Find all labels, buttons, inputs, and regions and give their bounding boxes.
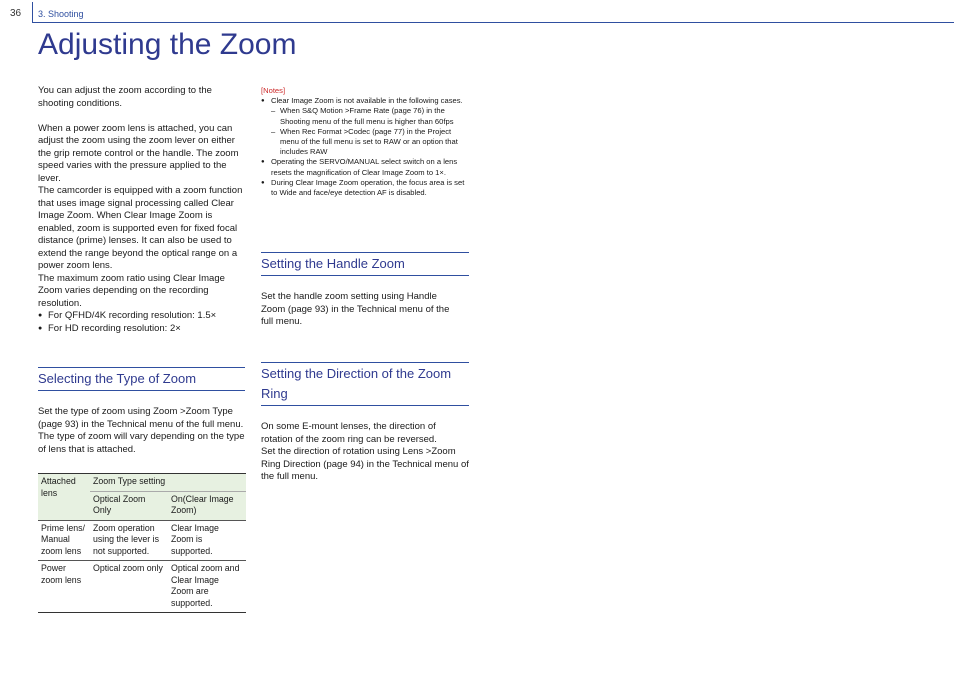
header-divider xyxy=(32,2,33,22)
intro-paragraph-4: The maximum zoom ratio using Clear Image Zoom varies depending on the recording resolution. xyxy=(38,272,225,309)
table-cell-lens: Power zoom lens xyxy=(38,561,90,613)
zoom-type-text xyxy=(38,406,245,456)
table-cell-clear: Optical zoom and Clear Image Zoom are supported. xyxy=(168,561,246,613)
notes-block xyxy=(261,86,471,198)
list-item: ● For HD recording resolution: 2× xyxy=(38,323,245,336)
intro-text xyxy=(38,85,245,335)
note-item: ● Clear Image Zoom is not available in the following cases. xyxy=(261,96,471,106)
table-header-zoom-type: Zoom Type setting xyxy=(90,474,246,492)
table-header-attached-lens: Attached lens xyxy=(38,474,90,521)
table-subheader-clear-image: On(Clear Image Zoom) xyxy=(168,491,246,520)
resolution-list xyxy=(38,310,245,335)
list-item: ● For QFHD/4K recording resolution: 1.5× xyxy=(38,310,245,323)
note-subitem: – When Rec Format >Codec (page 77) in the Project menu of the full menu is set to RAW or an option that includes RAW xyxy=(261,127,471,158)
table-subheader-optical: Optical Zoom Only xyxy=(90,491,168,520)
intro-paragraph-3: The camcorder is equipped with a zoom function that uses image signal processing called Clear Image Zoom. When Clear Image Zoom is enabled, zoom is supported even for fixed focal distance (prime) lenses. It can also be used to extend the range beyond the optical range on a power zoom lens. xyxy=(38,185,243,271)
zoom-ring-paragraph-1: On some E-mount lenses, the direction of rotation of the zoom ring can be reversed. xyxy=(261,421,437,445)
table-row xyxy=(38,561,246,613)
table-cell-optical: Zoom operation using the lever is not supported. xyxy=(90,520,168,561)
section-breadcrumb: 3. Shooting xyxy=(38,9,84,19)
note-item: ● Operating the SERVO/MANUAL select switch on a lens resets the magnification of Clear Image Zoom to 1×. xyxy=(261,157,471,177)
intro-paragraph-2: When a power zoom lens is attached, you can adjust the zoom using the zoom lever on either the grip remote control or the handle. The zoom speed varies with the pressure applied to the lever. xyxy=(38,122,239,184)
header-rule xyxy=(32,22,954,23)
table-cell-clear: Clear Image Zoom is supported. xyxy=(168,520,246,561)
handle-zoom-paragraph: Set the handle zoom setting using Handle Zoom (page 93) in the Technical menu of the full menu. xyxy=(261,291,450,327)
zoom-ring-paragraph-2: Set the direction of rotation using Lens >Zoom Ring Direction (page 94) in the Technical menu of the full menu. xyxy=(261,446,469,482)
table-cell-optical: Optical zoom only xyxy=(90,561,168,613)
section-heading-zoom-ring: Setting the Direction of the Zoom Ring xyxy=(261,362,469,406)
notes-label: [Notes] xyxy=(261,86,286,95)
note-item: ● During Clear Image Zoom operation, the focus area is set to Wide and face/eye detection AF is disabled. xyxy=(261,178,471,198)
section-heading-handle-zoom: Setting the Handle Zoom xyxy=(261,252,469,276)
page-number: 36 xyxy=(10,8,22,19)
handle-zoom-text xyxy=(261,291,461,329)
zoom-type-paragraph-2: The type of zoom will vary depending on the type of lens that is attached. xyxy=(38,431,245,455)
zoom-type-paragraph-1: Set the type of zoom using Zoom >Zoom Type (page 93) in the Technical menu of the full menu. xyxy=(38,406,244,430)
page-title: Adjusting the Zoom xyxy=(38,28,297,61)
zoom-type-table xyxy=(38,473,246,613)
table-cell-lens: Prime lens/ Manual zoom lens xyxy=(38,520,90,561)
intro-paragraph-1: You can adjust the zoom according to the shooting conditions. xyxy=(38,85,212,109)
zoom-ring-text xyxy=(261,421,469,484)
note-subitem: – When S&Q Motion >Frame Rate (page 76) in the Shooting menu of the full menu is higher than 60fps xyxy=(261,106,471,126)
table-row xyxy=(38,520,246,561)
section-heading-zoom-type: Selecting the Type of Zoom xyxy=(38,367,245,391)
